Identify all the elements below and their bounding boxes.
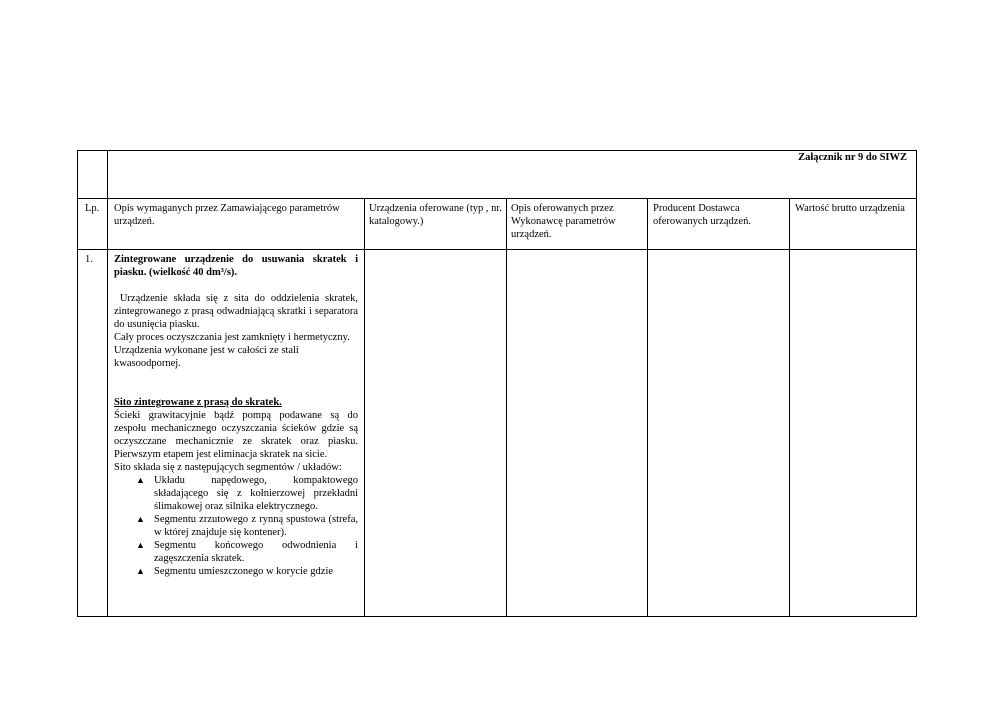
header-urzadzenia-oferowane: Urządzenia oferowane (typ , nr. katalogowy.)	[369, 203, 502, 227]
section-title: Sito zintegrowane z prasą do skratek.	[114, 397, 282, 408]
list-item-text: Układu napędowego, kompaktowego składającego się z kołnierzowej przekładni ślimakowej oraz silnika elektrycznego.	[154, 475, 358, 512]
list-item	[114, 474, 358, 513]
segment-list	[114, 474, 358, 578]
device-title: Zintegrowane urządzenie do usuwania skratek i piasku. (wielkość 40 dm³/s).	[114, 254, 358, 278]
table-line-header-top	[77, 198, 917, 199]
table-col-divider-1	[107, 150, 108, 617]
device-intro-2: Cały proces oczyszczania jest zamknięty i hermetyczny. Urządzenia wykonane jest w całości ze stali kwasoodpornej.	[114, 332, 350, 369]
row-number: 1.	[85, 254, 93, 265]
table-col-divider-5	[789, 198, 790, 617]
table-border-left	[77, 150, 78, 617]
header-wartosc: Wartość brutto urządzenia	[795, 203, 905, 214]
annex-label: Załącznik nr 9 do SIWZ	[798, 152, 907, 163]
header-opis-oferowanych: Opis oferowanych przez Wykonawcę parametrów urządzeń.	[511, 203, 616, 240]
list-item	[114, 513, 358, 539]
table-col-divider-3	[506, 198, 507, 617]
section-text-2: Sito składa się z następujących segmentów / układów:	[114, 462, 342, 473]
table-line-header-bottom	[77, 249, 917, 250]
bullet-triangle-icon: ▲	[136, 566, 145, 576]
header-opis-wymaganych: Opis wymaganych przez Zamawiającego parametrów urządzeń.	[114, 203, 340, 227]
section-text: Ścieki grawitacyjnie bądź pompą podawane są do zespołu mechanicznego oczyszczania ścieków gdzie są oczyszczane mechanicznie ze skratek oraz piasku. Pierwszym etapem jest eliminacja skratek na sicie.	[114, 410, 358, 460]
device-intro: Urządzenie składa się z sita do oddzielenia skratek, zintegrowanego z prasą odwadniającą skratki i separatora do usunięcia piasku.	[114, 293, 361, 330]
table-col-divider-2	[364, 198, 365, 617]
list-item	[114, 539, 358, 565]
bullet-triangle-icon: ▲	[136, 475, 145, 485]
bullet-triangle-icon: ▲	[136, 540, 145, 550]
table-border-top	[77, 150, 917, 151]
list-item-text: Segmentu umieszczonego w korycie gdzie	[154, 566, 334, 577]
list-item-text: Segmentu końcowego odwodnienia i zagęszczenia skratek.	[154, 540, 358, 564]
table-border-bottom	[77, 616, 917, 617]
row-description	[114, 253, 361, 578]
list-item	[114, 565, 358, 578]
specification-table	[77, 150, 917, 617]
bullet-triangle-icon: ▲	[136, 514, 145, 524]
table-border-right	[916, 150, 917, 617]
header-producent: Producent Dostawca oferowanych urządzeń.	[653, 203, 751, 227]
table-col-divider-4	[647, 198, 648, 617]
list-item-text: Segmentu zrzutowego z rynną spustowa (strefa, w której znajduje się kontener).	[154, 514, 358, 538]
header-lp: Lp.	[85, 203, 100, 214]
